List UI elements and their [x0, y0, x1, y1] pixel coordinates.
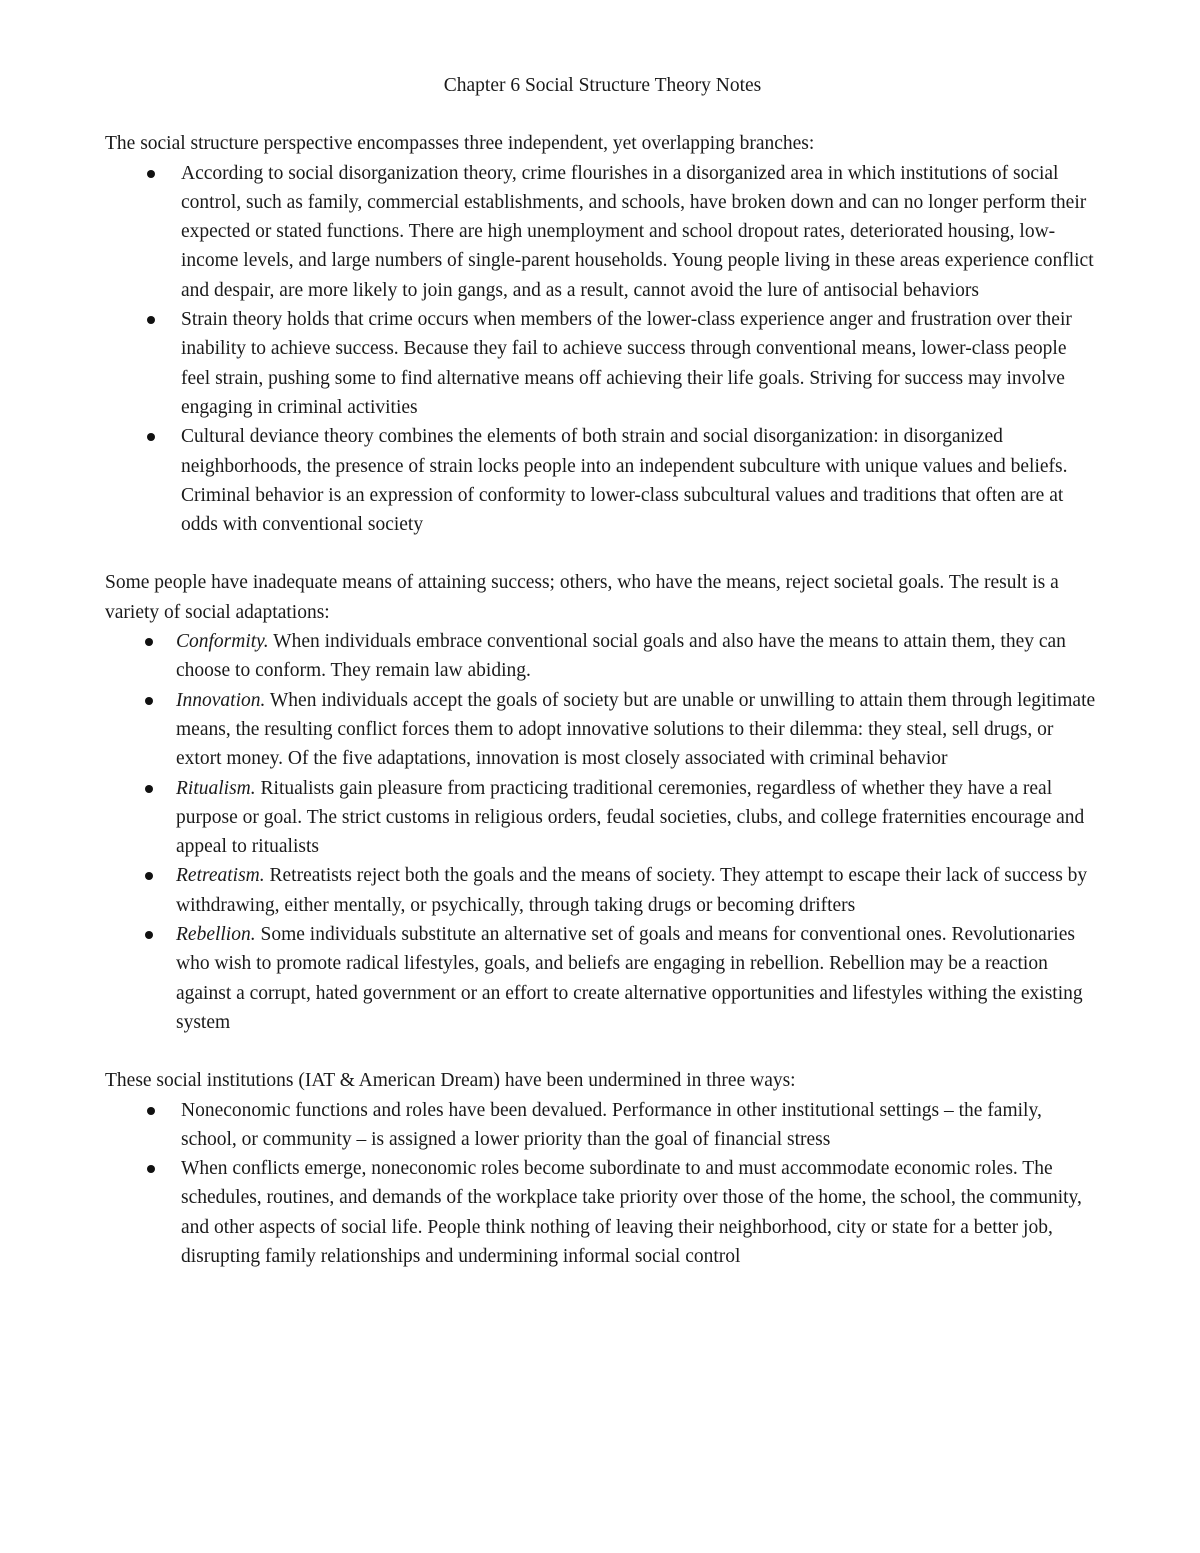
list-item [105, 627, 1100, 686]
list-item-text: Cultural deviance theory combines the elements of both strain and social disorganization: in disorganized neighborhoods, the presence of strain locks people into an independent subculture with unique values and beliefs. Criminal behavior is an expression of conformity to lower-class subcultural values and traditions that often are at odds with conventional society [181, 426, 1068, 536]
section-1-intro: The social structure perspective encompasses three independent, yet overlapping branches: [105, 133, 815, 155]
adaptation-description: Ritualists gain pleasure from practicing traditional ceremonies, regardless of whether they have a real purpose or goal. The strict customs in religious orders, feudal societies, clubs, and college fraternities encourage and appeal to ritualists [176, 777, 1085, 858]
adaptation-term: Rebellion. [176, 924, 256, 946]
bullet-icon [145, 697, 153, 705]
list-item [105, 305, 1100, 422]
adaptation-term: Ritualism. [176, 777, 256, 799]
bullet-icon [145, 872, 153, 880]
list-item [105, 159, 1100, 305]
bullet-icon [145, 638, 153, 646]
section-3-list [105, 1096, 1100, 1272]
page-title: Chapter 6 Social Structure Theory Notes [443, 75, 762, 96]
section-2-intro: Some people have inadequate means of attaining success; others, who have the means, reject societal goals. The result is a variety of social adaptations: [105, 572, 1059, 623]
bullet-icon [145, 931, 153, 939]
list-item [105, 686, 1100, 774]
section-1-list [105, 159, 1100, 540]
bullet-icon [147, 170, 155, 178]
adaptation-term: Retreatism. [176, 865, 265, 887]
list-item-text: Noneconomic functions and roles have been devalued. Performance in other institutional settings – the family, school, or community – is assigned a lower priority than the goal of financial stress [181, 1099, 1042, 1150]
bullet-icon [147, 316, 155, 324]
list-item [105, 920, 1100, 1037]
bullet-icon [145, 785, 153, 793]
list-item [105, 1096, 1100, 1155]
adaptation-term: Innovation. [176, 689, 266, 711]
list-item-text: Strain theory holds that crime occurs when members of the lower-class experience anger and frustration over their inability to achieve success. Because they fail to achieve success through conventional means, lower-class people feel strain, pushing some to find alternative means off achieving their life goals. Striving for success may involve engaging in criminal activities [181, 309, 1072, 418]
bullet-icon [147, 1165, 155, 1173]
adaptation-description: Some individuals substitute an alternative set of goals and means for conventional ones. Revolutionaries who wish to promote radical lifestyles, goals, and beliefs are engaging in rebellion. Rebellion may be a reaction against a corrupt, hated government or an effort to create alternative opportunities and lifestyles withing the existing system [176, 924, 1083, 1033]
section-2-list [105, 627, 1100, 1037]
bullet-icon [147, 433, 155, 441]
adaptation-term: Conformity. [176, 631, 269, 653]
list-item [105, 1154, 1100, 1271]
list-item-text: According to social disorganization theory, crime flourishes in a disorganized area in which institutions of social control, such as family, commercial establishments, and schools, have broken down and can no longer perform their expected or stated functions. There are high unemployment and school dropout rates, deteriorated housing, low-income levels, and large numbers of single-parent households. Young people living in these areas experience conflict and despair, are more likely to join gangs, and as a result, cannot avoid the lure of antisocial behaviors [181, 162, 1094, 301]
bullet-icon [147, 1107, 155, 1115]
document-page [105, 71, 1100, 1271]
list-item-text: When conflicts emerge, noneconomic roles become subordinate to and must accommodate economic roles. The schedules, routines, and demands of the workplace take priority over those of the home, the school, the community, and other aspects of social life. People think nothing of leaving their neighborhood, city or state for a better job, disrupting family relationships and undermining informal social control [181, 1158, 1082, 1267]
adaptation-description: When individuals embrace conventional social goals and also have the means to attain them, they can choose to conform. They remain law abiding. [176, 631, 1066, 682]
list-item [105, 774, 1100, 862]
adaptation-description: When individuals accept the goals of society but are unable or unwilling to attain them through legitimate means, the resulting conflict forces them to adopt innovative solutions to their dilemma: they steal, sell drugs, or extort money. Of the five adaptations, innovation is most closely associated with criminal behavior [176, 689, 1096, 770]
list-item [105, 861, 1100, 920]
section-3-intro: These social institutions (IAT & American Dream) have been undermined in three ways: [105, 1070, 796, 1092]
list-item [105, 422, 1100, 539]
adaptation-description: Retreatists reject both the goals and the means of society. They attempt to escape their lack of success by withdrawing, either mentally, or psychically, through taking drugs or becoming drifters [176, 865, 1088, 916]
